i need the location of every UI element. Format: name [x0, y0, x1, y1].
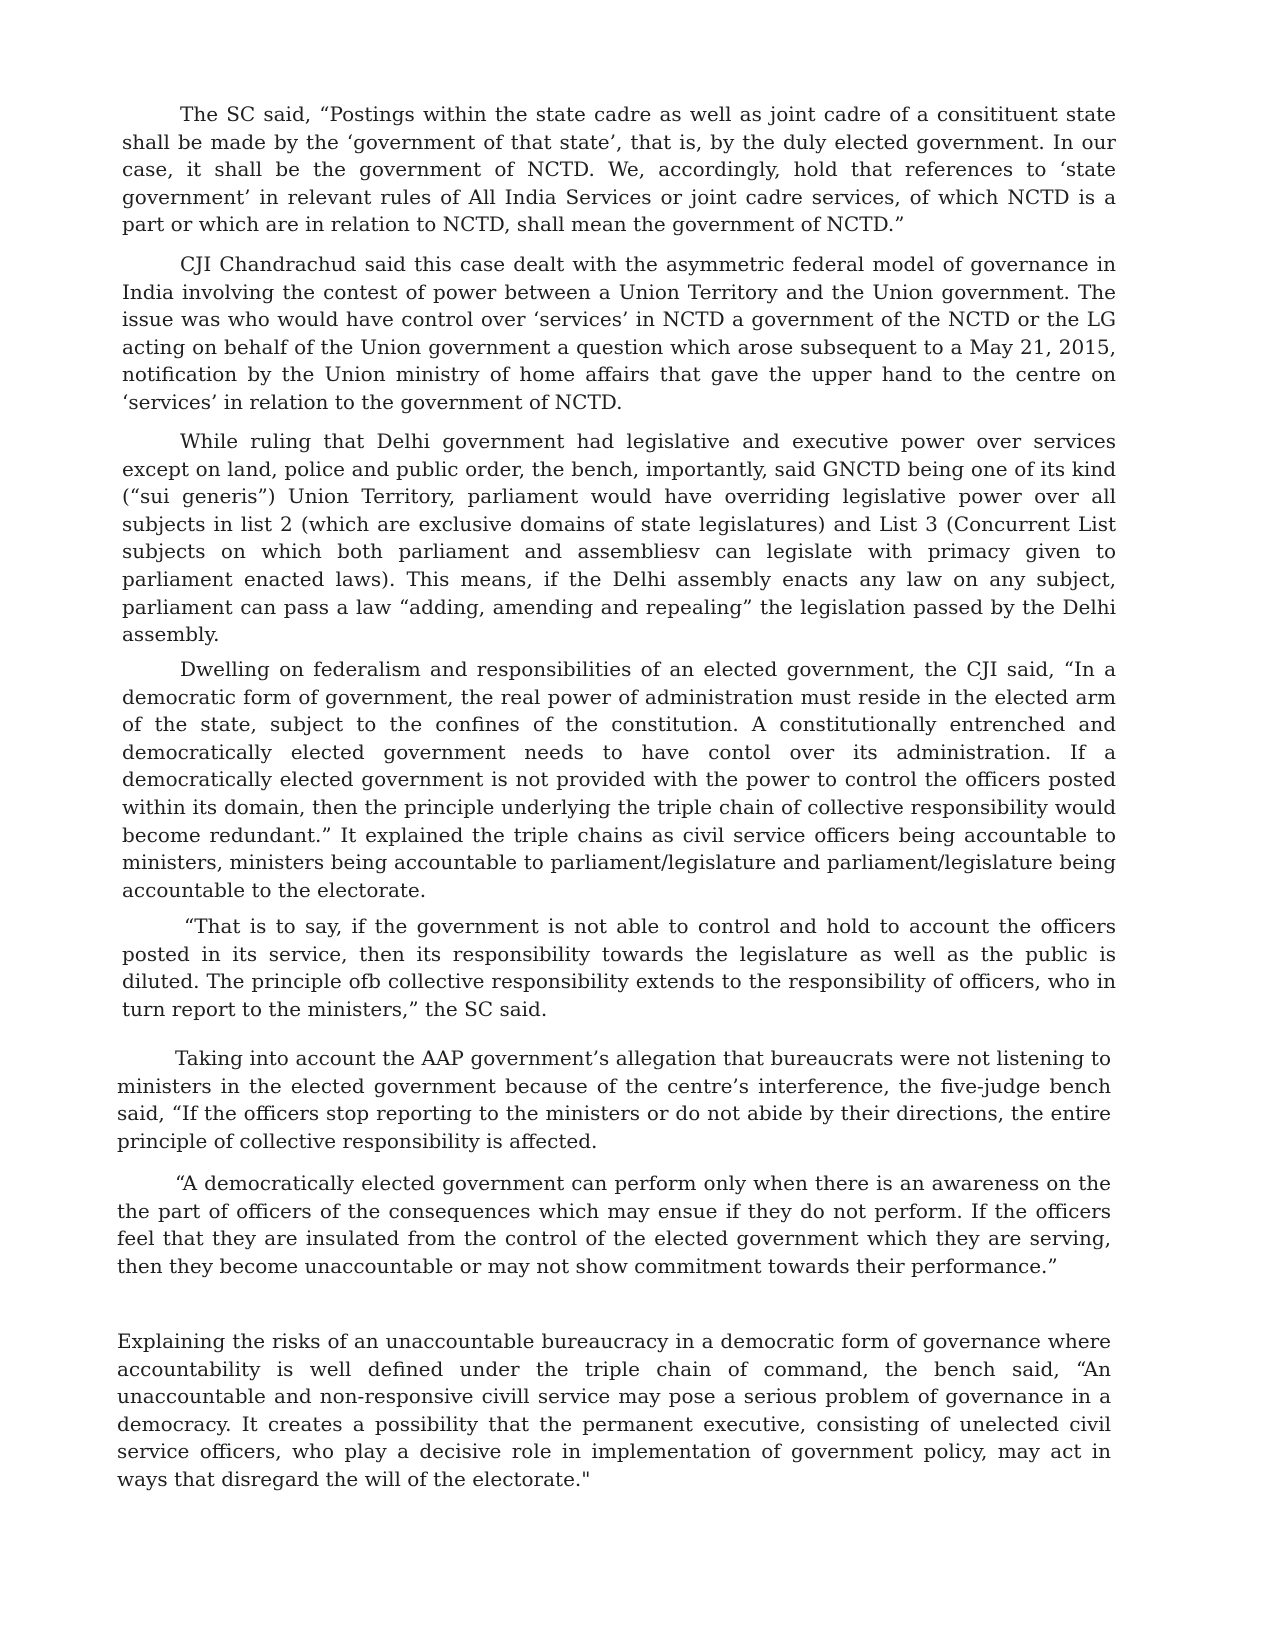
paragraph-aap-allegation: Taking into account the AAP government’s allegation that bureaucrats were not listening to ministers in the elected government because of the centre’s interference, the five-judge bench said, “If the officers stop reporting to the ministers or do not abide by their directions, the entire principle of collective responsibility is affected.: [117, 1046, 1111, 1153]
paragraph-accountability-officers: “That is to say, if the government is not able to control and hold to account the officers posted in its service, then its responsibility towards the legislature as well as the public is diluted. The principle ofb collective responsibility extends to the responsibility of officers, who in turn report to the ministers,” the SC said.: [122, 914, 1116, 1021]
paragraph-sc-postings: The SC said, “Postings within the state cadre as well as joint cadre of a consitituent state shall be made by the ‘government of that state’, that is, by the duly elected government. In our case, it shall be the government of NCTD. We, accordingly, hold that references to ‘state government’ in relevant rules of All India Services or joint cadre services, of which NCTD is a part or which are in relation to NCTD, shall mean the government of NCTD.”: [122, 102, 1116, 237]
paragraph-cji-asymmetric-federal: CJI Chandrachud said this case dealt with the asymmetric federal model of governance in India involving the contest of power between a Union Territory and the Union government. The issue was who would have control over ‘services’ in NCTD a government of the NCTD or the LG acting on behalf of the Union government a question which arose subsequent to a May 21, 2015, notification by the Union ministry of home affairs that gave the upper hand to the centre on ‘services’ in relation to the government of NCTD.: [122, 252, 1116, 414]
paragraph-unaccountable-bureaucracy: Explaining the risks of an unaccountable bureaucracy in a democratic form of governance where accountability is well defined under the triple chain of command, the bench said, “An unaccountable and non-responsive civill service may pose a serious problem of governance in a democracy. It creates a possibility that the permanent executive, consisting of unelected civil service officers, who play a decisive role in implementation of government policy, may act in ways that disregard the will of the electorate.": [117, 1329, 1111, 1491]
paragraph-federalism-responsibilities: Dwelling on federalism and responsibilities of an elected government, the CJI said, “In a democratic form of government, the real power of administration must reside in the elected arm of the state, subject to the confines of the constitution. A constitutionally entrenched and democratically elected government needs to have contol over its administration. If a democratically elected government is not provided with the power to control the officers posted within its domain, then the principle underlying the triple chain of collective responsibility would become redundant.” It explained the triple chains as civil service officers being accountable to ministers, ministers being accountable to parliament/legislature and parliament/legislature being accountable to the electorate.: [122, 657, 1116, 902]
paragraph-legislative-power: While ruling that Delhi government had legislative and executive power over services except on land, police and public order, the bench, importantly, said GNCTD being one of its kind (“sui generis”) Union Territory, parliament would have overriding legislative power over all subjects in list 2 (which are exclusive domains of state legislatures) and List 3 (Concurrent List subjects on which both parliament and assembliesv can legislate with primacy given to parliament enacted laws). This means, if the Delhi assembly enacts any law on any subject, parliament can pass a law “adding, amending and repealing” the legislation passed by the Delhi assembly.: [122, 429, 1116, 647]
paragraph-democratic-performance: “A democratically elected government can perform only when there is an awareness on the the part of officers of the consequences which may ensue if they do not perform. If the officers feel that they are insulated from the control of the elected government which they are serving, then they become unaccountable or may not show commitment towards their performance.”: [117, 1171, 1111, 1278]
